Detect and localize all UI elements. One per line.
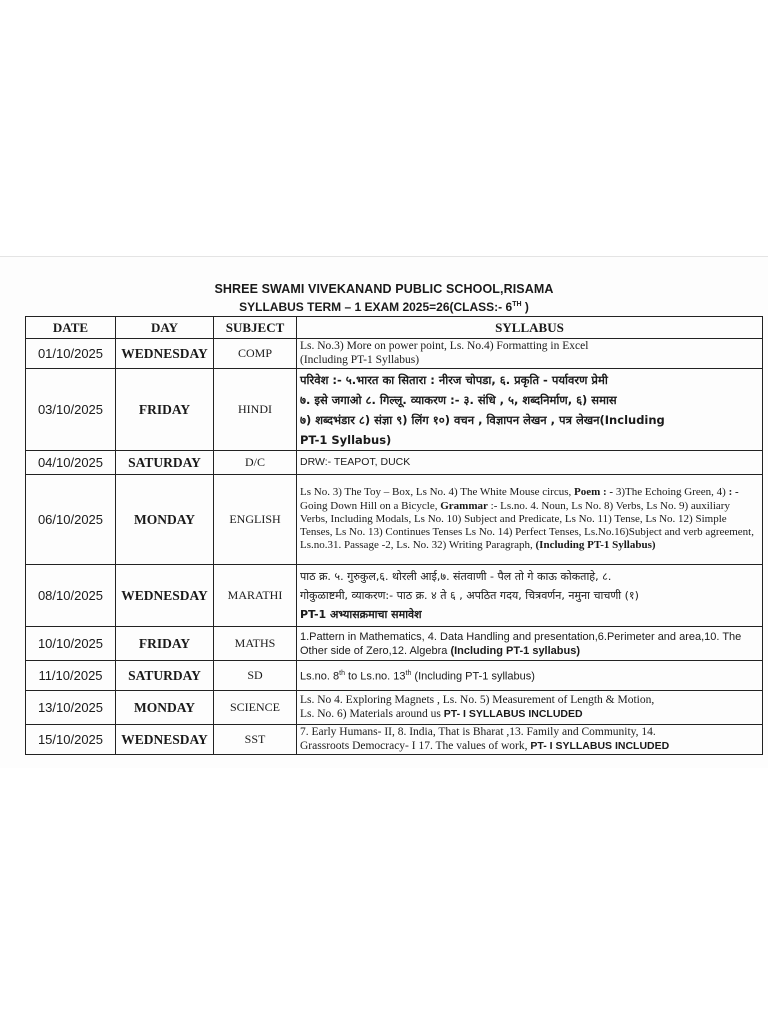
row-subject: COMP (214, 339, 297, 369)
table-row (26, 627, 763, 661)
column-header-date: DATE (26, 317, 116, 339)
row-day: FRIDAY (116, 369, 214, 451)
row-subject: ENGLISH (214, 475, 297, 565)
syllabus-text: Ls No. 3) The Toy – Box, Ls No. 4) The White Mouse circus, (300, 486, 572, 499)
syllabus-text: to Ls.no. 13 (344, 670, 406, 683)
row-date: 04/10/2025 (26, 451, 116, 475)
syllabus-text: 7. Early Humans- II, 8. India, That is Bharat ,13. Family and Community, 14. (300, 725, 656, 738)
row-syllabus (297, 369, 763, 451)
syllabus-pt-note: (Including PT-1 Syllabus) (535, 539, 656, 552)
row-date: 03/10/2025 (26, 369, 116, 451)
syllabus-text: ७) शब्दभंडार ८) संज्ञा ९) लिंग १०) वचन , विज्ञापन लेखन , पत्र लेखन(Including (300, 412, 665, 427)
row-subject: MARATHI (214, 565, 297, 627)
row-subject: SST (214, 725, 297, 755)
syllabus-pt-note: PT-1 अभ्यासक्रमाचा समावेश (300, 608, 422, 621)
syllabus-text: (Including PT-1 syllabus) (411, 670, 535, 683)
table-row (26, 661, 763, 691)
row-syllabus (297, 339, 763, 369)
table-row (26, 565, 763, 627)
exam-title-sup: TH (512, 301, 522, 308)
row-syllabus (297, 691, 763, 725)
table-header-row (26, 317, 763, 339)
exam-title-text: SYLLABUS TERM – 1 EXAM 2025=26(CLASS:- 6 (239, 300, 513, 314)
row-date: 11/10/2025 (26, 661, 116, 691)
row-subject: HINDI (214, 369, 297, 451)
row-subject: SCIENCE (214, 691, 297, 725)
scanned-page (0, 256, 768, 768)
syllabus-table (25, 316, 763, 755)
row-date: 13/10/2025 (26, 691, 116, 725)
syllabus-text: Ls. No.3) More on power point, Ls. No.4) Formatting in Excel (300, 339, 589, 352)
row-syllabus (297, 475, 763, 565)
row-day: WEDNESDAY (116, 339, 214, 369)
syllabus-text: Going Down Hill on a Bicycle, (300, 499, 438, 512)
row-date: 06/10/2025 (26, 475, 116, 565)
row-day: SATURDAY (116, 661, 214, 691)
row-subject: MATHS (214, 627, 297, 661)
table-row (26, 369, 763, 451)
row-subject: SD (214, 661, 297, 691)
syllabus-pt-note: (Including PT-1 syllabus) (450, 644, 581, 657)
syllabus-text: Ls.no. 8 (300, 670, 340, 683)
row-date: 10/10/2025 (26, 627, 116, 661)
syllabus-text: Ls. No 4. Exploring Magnets , Ls. No. 5) Measurement of Length & Motion, (300, 693, 655, 706)
row-syllabus (297, 661, 763, 691)
syllabus-sup: th (405, 669, 412, 677)
syllabus-text: :- Ls.no. 4. Noun, Ls No. 8) Verbs, Ls No. 9) auxiliary Verbs, Including Modals, Ls No. 10) Subject and Predicate, Ls No. 11) Tense, Ls No. 12) Simple Tenses, Ls No. 13) Continues Tenses Ls No. 14) Perfect Tenses, Ls.No.16)Subject and verb agreement, Ls.no.31. Passage -2, Ls. No. 32) Writing Paragraph, (300, 499, 754, 552)
table-row (26, 451, 763, 475)
syllabus-pt-note: PT- I SYLLABUS INCLUDED (443, 707, 583, 720)
syllabus-text: (Including PT-1 Syllabus) (300, 353, 420, 366)
page-edge (0, 256, 768, 257)
syllabus-grammar-label: Grammar (440, 499, 488, 512)
row-day: MONDAY (116, 475, 214, 565)
school-name: SHREE SWAMI VIVEKANAND PUBLIC SCHOOL,RISAMA (214, 282, 554, 296)
syllabus-sup: th (339, 669, 345, 677)
document-header (0, 282, 768, 315)
syllabus-text: 3)The Echoing Green, 4) (613, 486, 726, 499)
table-row (26, 725, 763, 755)
row-day: WEDNESDAY (116, 565, 214, 627)
table-row (26, 339, 763, 369)
table-row (26, 691, 763, 725)
exam-title-end: ) (521, 300, 529, 314)
row-syllabus (297, 565, 763, 627)
syllabus-text: पाठ क्र. ५. गुरुकुल,६. थोरली आई,७. संतवाणी - पैल तो गे काऊ कोकताहे, ८. (300, 570, 612, 583)
syllabus-text: 1.Pattern in Mathematics, 4. Data Handling and presentation,6.Perimeter and area,10. The Other side of Zero,12. Algebra (300, 630, 742, 657)
row-date: 08/10/2025 (26, 565, 116, 627)
row-syllabus (297, 627, 763, 661)
syllabus-text: DRW:- TEAPOT, DUCK (300, 455, 411, 468)
row-day: MONDAY (116, 691, 214, 725)
syllabus-text: ७. इसे जगाओ ८. गिल्लू. व्याकरण :- ३. संधि , ५, शब्दनिर्माण, ६) समास (300, 392, 617, 407)
row-date: 01/10/2025 (26, 339, 116, 369)
row-day: SATURDAY (116, 451, 214, 475)
row-day: WEDNESDAY (116, 725, 214, 755)
row-day: FRIDAY (116, 627, 214, 661)
column-header-subject: SUBJECT (214, 317, 297, 339)
row-syllabus (297, 725, 763, 755)
syllabus-text: Ls. No. 6) Materials around us (300, 707, 444, 720)
table-row (26, 475, 763, 565)
syllabus-text: परिवेश :- ५.भारत का सितारा : नीरज चोपडा, ६. प्रकृति - पर्यावरण प्रेमी (300, 372, 608, 387)
column-header-syllabus: SYLLABUS (297, 317, 763, 339)
syllabus-poem-label: Poem : - (574, 486, 614, 499)
syllabus-text: गोकुळाष्टमी, व्याकरण:- पाठ क्र. ४ ते ६ , अपठित गदय, चित्रवर्णन, नमुना चाचणी (१) (300, 589, 639, 602)
row-date: 15/10/2025 (26, 725, 116, 755)
syllabus-pt-note: PT- I SYLLABUS INCLUDED (530, 739, 670, 752)
syllabus-text: PT-1 Syllabus) (300, 432, 392, 447)
syllabus-text: Grassroots Democracy- I 17. The values of work, (300, 739, 531, 752)
row-subject: D/C (214, 451, 297, 475)
exam-title (0, 297, 768, 315)
row-syllabus (297, 451, 763, 475)
column-header-day: DAY (116, 317, 214, 339)
syllabus-colon: : - (725, 486, 739, 499)
